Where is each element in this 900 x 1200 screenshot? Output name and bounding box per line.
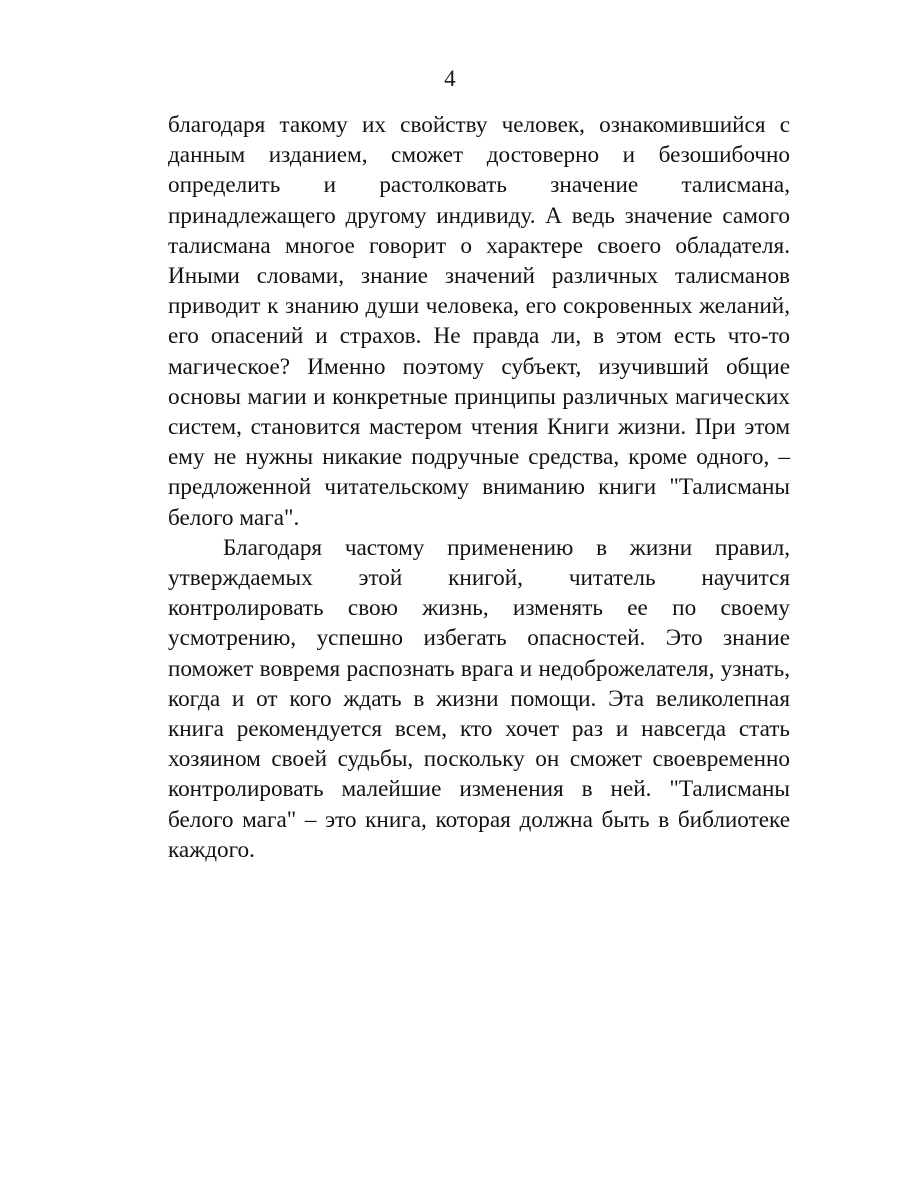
body-paragraph: благодаря такому их свойству человек, ознакомившийся с данным изданием, сможет достоверно и безошибочно определить и растолковать значение талисмана, принадлежащего другому индивиду. А ведь значение самого талисмана многое говорит о характере своего обладателя. Иными словами, знание значений различных талисманов приводит к знанию души человека, его сокровенных желаний, его опасений и страхов. Не правда ли, в этом есть что-то магическое? Именно поэтому субъект, изучивший общие основы магии и конкретные принципы различных магических систем, становится мастером чтения Книги жизни. При этом ему не нужны никакие подручные средства, кроме одного, – предложенной читательскому вниманию книги "Талисманы белого мага". bbox=[168, 112, 790, 531]
body-paragraph: Благодаря частому применению в жизни правил, утверждаемых этой книгой, читатель научится контролировать свою жизнь, изменять ее по своему усмотрению, успешно избегать опасностей. Это знание поможет вовремя распознать врага и недоброжелателя, узнать, когда и от кого ждать в жизни помощи. Эта великолепная книга рекомендуется всем, кто хочет раз и навсегда стать хозяином своей судьбы, поскольку он сможет своевременно контролировать малейшие изменения в ней. "Талисманы белого мага" – это книга, которая должна быть в библиотеке каждого. bbox=[168, 534, 790, 863]
page-number: 4 bbox=[444, 66, 456, 91]
blank-page-area bbox=[0, 860, 900, 1200]
page-text-block bbox=[168, 110, 790, 865]
